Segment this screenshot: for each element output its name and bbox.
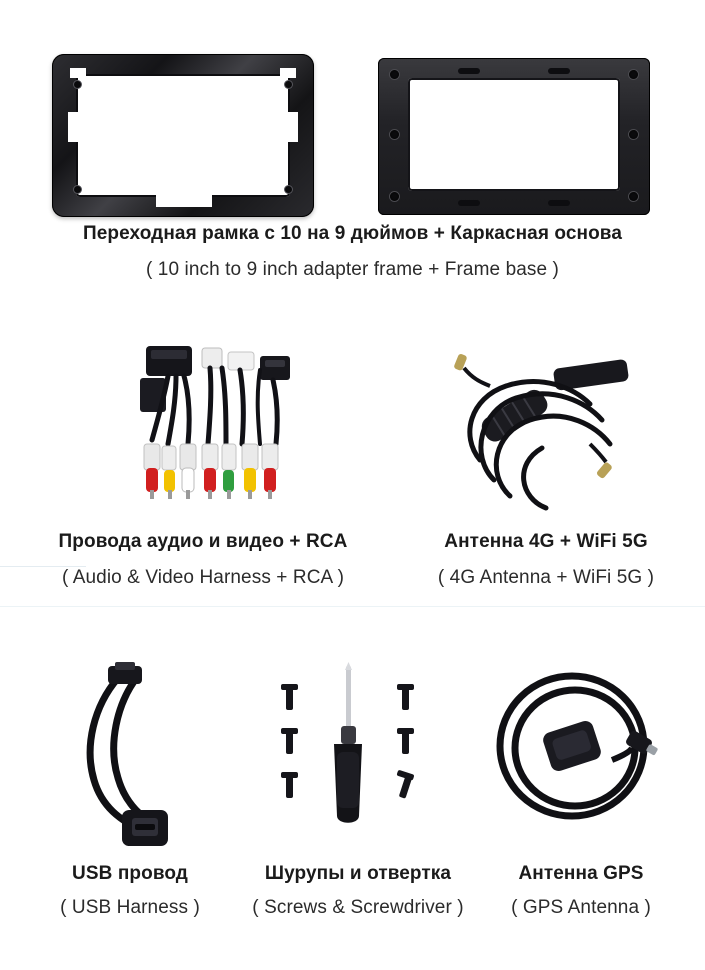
frame-base-slot <box>548 200 570 206</box>
adapter-frame-screw-hole <box>285 81 292 88</box>
frame-base-mount-hole <box>629 70 638 79</box>
adapter-frame-product-image <box>52 54 314 217</box>
frame-base-product-image <box>378 58 650 215</box>
frame-base-mount-hole <box>390 130 399 139</box>
frame-base-mount-hole <box>629 130 638 139</box>
adapter-frame-tab-top-left <box>70 68 86 78</box>
adapter-frame-tab-bottom <box>156 195 212 207</box>
antenna-4g-caption-ru: Антенна 4G + WiFi 5G <box>444 531 648 552</box>
section-harness-antenna <box>0 320 705 610</box>
frame-base-slot <box>458 68 480 74</box>
antenna-4g-wifi-image <box>450 340 670 520</box>
frame-base-slot <box>548 68 570 74</box>
section-frames <box>0 0 705 300</box>
frames-image-row <box>0 24 705 194</box>
usb-harness-image <box>60 660 240 850</box>
antenna-4g-caption-en: ( 4G Antenna + WiFi 5G ) <box>437 567 655 588</box>
screws-caption-en: ( Screws & Screwdriver ) <box>252 897 464 918</box>
frame-base-mount-hole <box>629 192 638 201</box>
adapter-frame-screw-hole <box>74 186 81 193</box>
adapter-frame-screw-hole <box>285 186 292 193</box>
adapter-frame-screw-hole <box>74 81 81 88</box>
harness-caption-ru: Провода аудио и видео + RCA <box>58 531 348 552</box>
gps-caption-ru: Антенна GPS <box>518 863 644 884</box>
audio-video-harness-image <box>110 340 350 520</box>
section-accessories <box>0 640 705 940</box>
gps-antenna-image <box>480 660 670 850</box>
frames-caption-en: ( 10 inch to 9 inch adapter frame + Frame base ) <box>146 259 559 280</box>
frame-base-mount-hole <box>390 192 399 201</box>
gps-caption-en: ( GPS Antenna ) <box>511 897 651 918</box>
usb-caption-en: ( USB Harness ) <box>60 897 200 918</box>
harness-caption-en: ( Audio & Video Harness + RCA ) <box>61 567 345 588</box>
frame-base-mount-hole <box>390 70 399 79</box>
screws-and-screwdriver-image <box>262 660 442 850</box>
adapter-frame-notch-right <box>286 112 298 142</box>
adapter-frame-notch-left <box>68 112 80 142</box>
usb-caption-ru: USB провод <box>72 863 188 884</box>
adapter-frame-tab-top-right <box>280 68 296 78</box>
frame-base-slot <box>458 200 480 206</box>
screws-caption-ru: Шурупы и отвертка <box>264 863 452 884</box>
frames-caption-ru: Переходная рамка с 10 на 9 дюймов + Каркасная основа <box>82 223 623 244</box>
